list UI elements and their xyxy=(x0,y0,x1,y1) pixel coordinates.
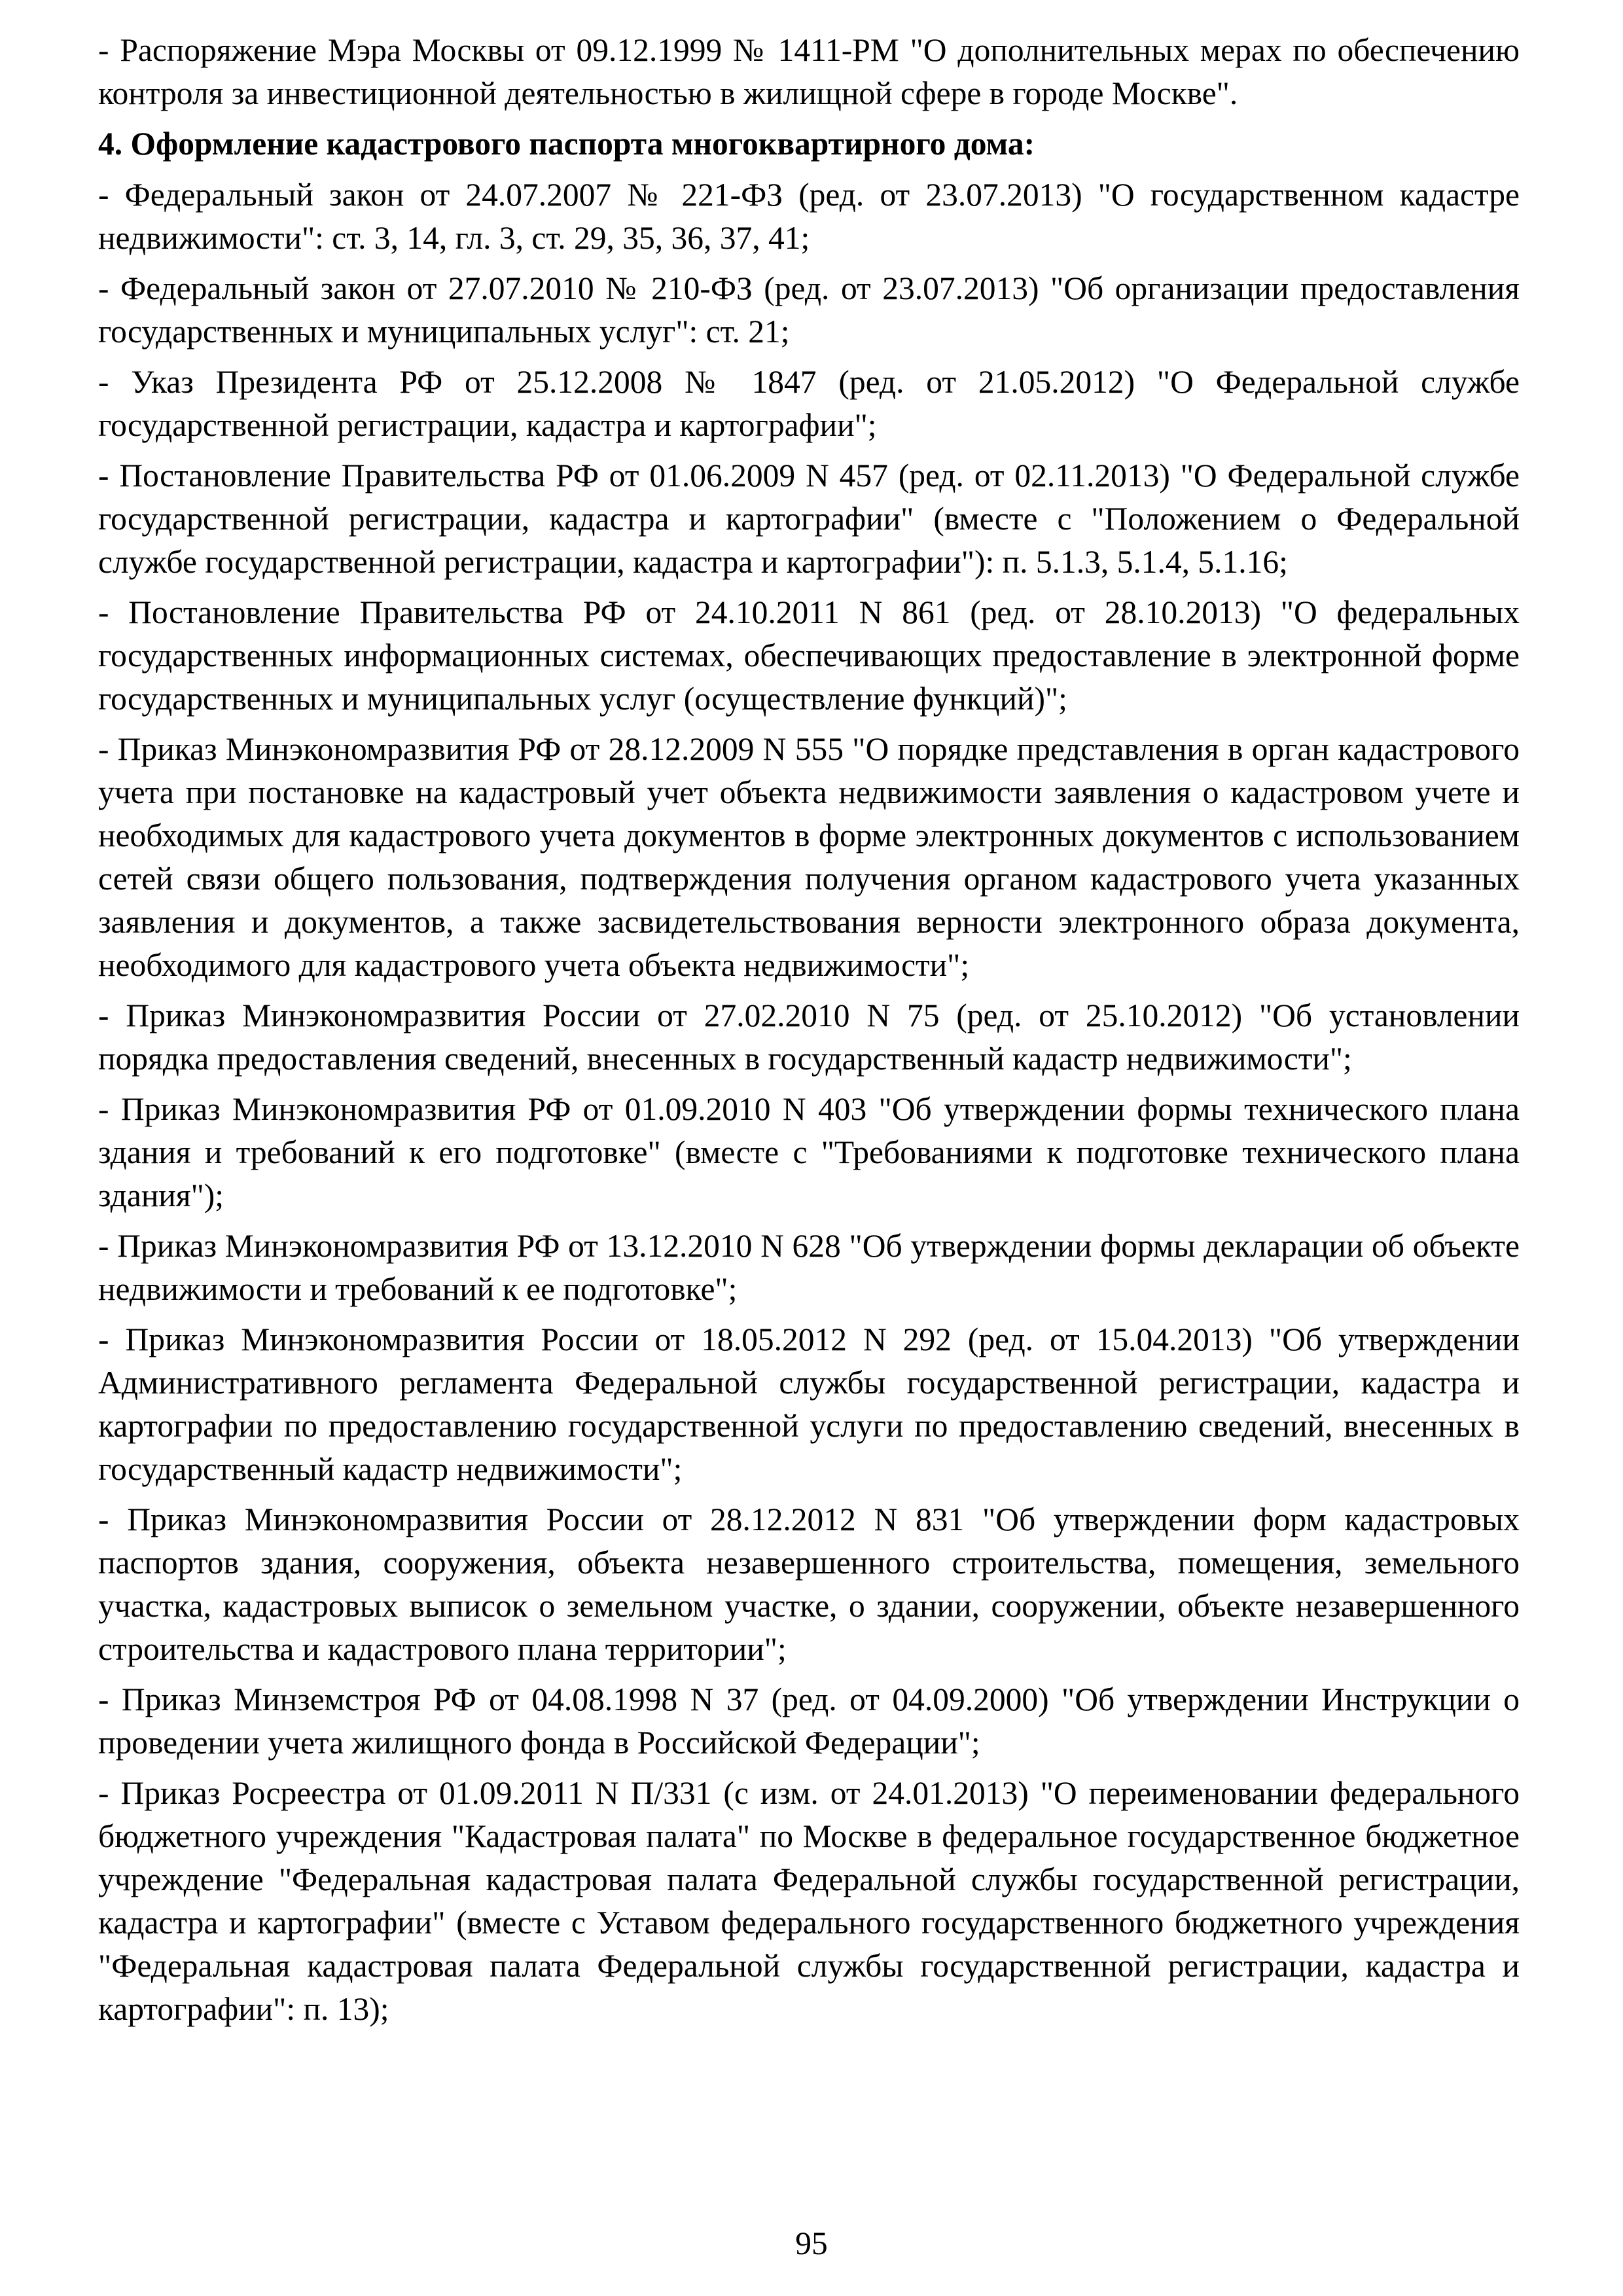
list-item: - Федеральный закон от 24.07.2007 № 221-ФЗ (ред. от 23.07.2013) "О государственном кадастре недвижимости": ст. 3, 14, гл. 3, ст. 29, 35, 36, 37, 41; xyxy=(98,177,1520,256)
page-number: 95 xyxy=(795,2225,828,2261)
list-item: - Постановление Правительства РФ от 01.06.2009 N 457 (ред. от 02.11.2013) "О Федеральной службе государственной регистрации, кадастра и картографии" (вместе с "Положением о Федеральной службе государственной регистрации, кадастра и картографии"): п. 5.1.3, 5.1.4, 5.1.16; xyxy=(98,457,1520,580)
list-item: - Приказ Минэкономразвития РФ от 01.09.2010 N 403 "Об утверждении формы технического плана здания и требований к его подготовке" (вместе с "Требованиями к подготовке технического плана здания"); xyxy=(98,1091,1520,1213)
list-item: - Постановление Правительства РФ от 24.10.2011 N 861 (ред. от 28.10.2013) "О федеральных государственных информационных системах, обеспечивающих предоставление в электронной форме государственных и муниципальных услуг (осуществление функций)"; xyxy=(98,594,1520,717)
list-item: - Приказ Минэкономразвития России от 28.12.2012 N 831 "Об утверждении форм кадастровых паспортов здания, сооружения, объекта незавершенного строительства, помещения, земельного участка, кадастровых выписок о земельном участке, о здании, сооружении, объекте незавершенного строительства и кадастрового плана территории"; xyxy=(98,1501,1520,1667)
list-item: - Приказ Минэкономразвития РФ от 13.12.2010 N 628 "Об утверждении формы декларации об объекте недвижимости и требований к ее подготовке"; xyxy=(98,1228,1520,1307)
list-item: - Федеральный закон от 27.07.2010 № 210-ФЗ (ред. от 23.07.2013) "Об организации предоставления государственных и муниципальных услуг": ст. 21; xyxy=(98,270,1520,350)
intro-list-item: - Распоряжение Мэра Москвы от 09.12.1999 № 1411-РМ "О дополнительных мерах по обеспечению контроля за инвестиционной деятельностью в жилищной сфере в городе Москве". xyxy=(98,32,1520,111)
section-heading: 4. Оформление кадастрового паспорта многоквартирного дома: xyxy=(98,126,1035,162)
list-item: - Приказ Минэкономразвития России от 27.02.2010 N 75 (ред. от 25.10.2012) "Об установлении порядка предоставления сведений, внесенных в государственный кадастр недвижимости"; xyxy=(98,997,1520,1077)
list-item: - Приказ Росреестра от 01.09.2011 N П/331 (с изм. от 24.01.2013) "О переименовании федерального бюджетного учреждения "Кадастровая палата" по Москве в федеральное государственное бюджетное учреждение "Федеральная кадастровая палата Федеральной службы государственной регистрации, кадастра и картографии" (вместе с Уставом федерального государственного бюджетного учреждения "Федеральная кадастровая палата Федеральной службы государственной регистрации, кадастра и картографии": п. 13); xyxy=(98,1775,1520,2027)
list-item: - Указ Президента РФ от 25.12.2008 № 1847 (ред. от 21.05.2012) "О Федеральной службе государственной регистрации, кадастра и картографии"; xyxy=(98,364,1520,443)
document-page xyxy=(98,29,1520,2038)
list-item: - Приказ Минэкономразвития РФ от 28.12.2009 N 555 "О порядке представления в орган кадастрового учета при постановке на кадастровый учет объекта недвижимости заявления о кадастровом учете и необходимых для кадастрового учета документов в форме электронных документов с использованием сетей связи общего пользования, подтверждения получения органом кадастрового учета указанных заявления и документов, а также засвидетельствования верности электронного образа документа, необходимого для кадастрового учета объекта недвижимости"; xyxy=(98,731,1520,983)
list-item: - Приказ Минземстроя РФ от 04.08.1998 N 37 (ред. от 04.09.2000) "Об утверждении Инструкции о проведении учета жилищного фонда в Российской Федерации"; xyxy=(98,1681,1520,1761)
list-item: - Приказ Минэкономразвития России от 18.05.2012 N 292 (ред. от 15.04.2013) "Об утверждении Административного регламента Федеральной службы государственной регистрации, кадастра и картографии по предоставлению государственной услуги по предоставлению сведений, внесенных в государственный кадастр недвижимости"; xyxy=(98,1321,1520,1487)
